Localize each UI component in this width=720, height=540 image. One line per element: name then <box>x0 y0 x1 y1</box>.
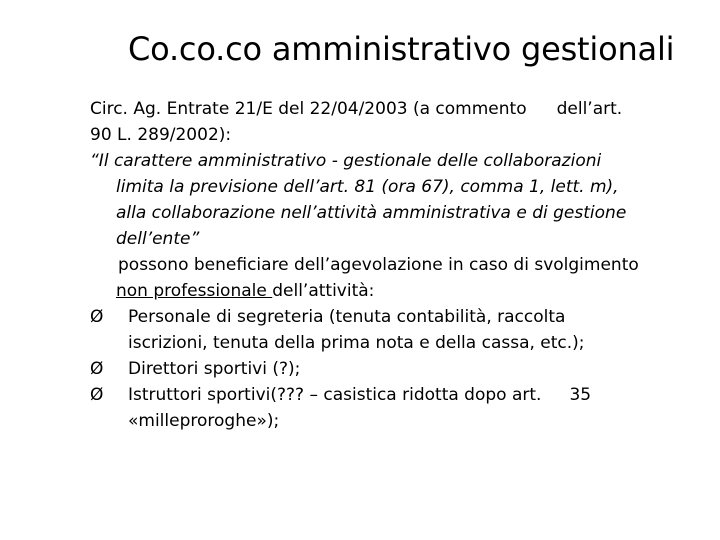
slide-body <box>90 96 668 434</box>
beneficio-text-end: dell’attività: <box>272 281 375 301</box>
bullet-item-istruttori <box>90 382 668 434</box>
slide-title: Co.co.co amministrativo gestionali <box>128 30 675 68</box>
bullet-text-end: 35 <box>569 385 592 405</box>
quote-text: alla collaborazione nell’attività amministrativa e di gestione <box>116 203 627 223</box>
beneficio-text: possono beneficiare dell’agevolazione in caso di svolgimento <box>118 255 639 275</box>
quote-text: dell’ente” <box>116 229 200 249</box>
bullet-item-direttori <box>90 356 668 382</box>
underlined-phrase: non professionale <box>116 281 273 301</box>
circolare-text-end: dell’art. <box>556 99 623 119</box>
arrow-bullet-icon: Ø <box>90 359 104 379</box>
arrow-bullet-icon: Ø <box>90 307 104 327</box>
bullet-text: Istruttori sportivi(??? – casistica ridotta dopo art. <box>128 385 542 405</box>
quote-text: “Il carattere amministrativo - gestionale delle collaborazioni <box>90 151 602 171</box>
bullet-text-line <box>128 382 668 408</box>
bullet-text: Personale di segreteria (tenuta contabilità, raccolta <box>128 307 566 327</box>
bullet-item-segreteria <box>90 304 668 356</box>
beneficio-line-1 <box>90 252 668 278</box>
circolare-law-ref: 90 L. 289/2002): <box>90 125 232 145</box>
bullet-text: Direttori sportivi (?); <box>128 359 301 379</box>
bullet-text: iscrizioni, tenuta della prima nota e della cassa, etc.); <box>128 333 585 353</box>
beneficio-line-2 <box>90 278 668 304</box>
arrow-bullet-icon: Ø <box>90 385 104 405</box>
quote-line-1 <box>90 148 668 174</box>
bullet-text: «milleproroghe»); <box>128 411 280 431</box>
quote-line-3 <box>90 200 668 226</box>
quote-line-2 <box>90 174 668 200</box>
circolare-line-2 <box>90 122 668 148</box>
circolare-line-1 <box>90 96 668 122</box>
quote-text: limita la previsione dell’art. 81 (ora 67), comma 1, lett. m), <box>116 177 619 197</box>
circolare-text: Circ. Ag. Entrate 21/E del 22/04/2003 (a commento <box>90 99 527 119</box>
quote-line-4 <box>90 226 668 252</box>
